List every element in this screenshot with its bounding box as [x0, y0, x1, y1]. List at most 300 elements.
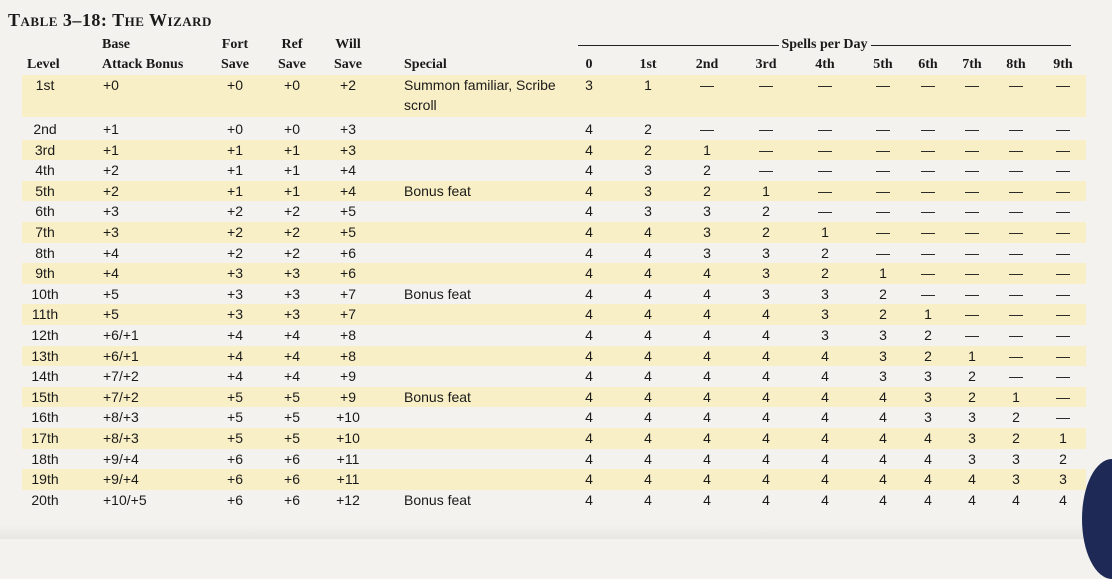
cell-spells: 4 — [585, 450, 593, 467]
cell-spells: 2 — [924, 327, 932, 343]
cell-fort-save: +1 — [227, 141, 243, 158]
cell-spells: 3 — [821, 327, 829, 343]
cell-spells: 2 — [762, 224, 770, 240]
cell-spells: — — [1056, 77, 1070, 93]
cell-spells: 3 — [1012, 471, 1020, 488]
header-ref-save: Save — [278, 57, 306, 72]
cell-spells: 4 — [762, 409, 770, 426]
cell-fort-save: +3 — [227, 285, 243, 302]
cell-fort-save: +4 — [227, 347, 243, 364]
cell-spells: 4 — [585, 162, 593, 179]
cell-spells: 2 — [1012, 430, 1020, 446]
cell-will-save: +3 — [340, 141, 356, 158]
cell-spells: — — [1009, 265, 1023, 282]
cell-spells: — — [921, 265, 935, 282]
cell-ref-save: +4 — [284, 327, 300, 343]
table-row — [22, 284, 1086, 305]
table-row — [22, 407, 1086, 428]
cell-spells: 3 — [924, 388, 932, 405]
cell-spells: — — [1056, 182, 1070, 199]
cell-spells: 3 — [1059, 471, 1067, 488]
cell-spells: 3 — [762, 265, 770, 282]
cell-spells: 4 — [703, 491, 711, 508]
cell-spells: 4 — [585, 430, 593, 446]
cell-will-save: +9 — [340, 388, 356, 405]
cell-attack-bonus: +8/+3 — [103, 430, 139, 446]
cell-attack-bonus: +2 — [103, 162, 119, 179]
cell-spells: 2 — [762, 203, 770, 220]
cell-spells: — — [1009, 224, 1023, 240]
cell-spells: 2 — [879, 306, 887, 323]
cell-spells: — — [759, 141, 773, 158]
header-spell-level: 4th — [815, 57, 835, 72]
cell-fort-save: +2 — [227, 224, 243, 240]
cell-will-save: +8 — [340, 347, 356, 364]
header-spell-level: 7th — [962, 57, 982, 72]
cell-spells: — — [1009, 162, 1023, 179]
cell-spells: — — [1009, 306, 1023, 323]
cell-level: 10th — [31, 285, 59, 302]
cell-attack-bonus: +5 — [103, 306, 119, 323]
cell-spells: 4 — [644, 388, 652, 405]
cell-spells: 4 — [644, 409, 652, 426]
cell-spells: — — [876, 244, 890, 261]
cell-attack-bonus: +6/+1 — [103, 347, 139, 364]
cell-spells: 4 — [644, 285, 652, 302]
cell-will-save: +8 — [340, 327, 356, 343]
cell-spells: 2 — [1012, 409, 1020, 426]
cell-spells: 1 — [821, 224, 829, 240]
cell-spells: 4 — [968, 471, 976, 488]
cell-spells: 2 — [1059, 450, 1067, 467]
header-will-top: Will — [335, 37, 361, 52]
cell-spells: 4 — [703, 306, 711, 323]
cell-spells: — — [921, 77, 935, 93]
cell-spells: — — [1009, 347, 1023, 364]
cell-spells: — — [965, 224, 979, 240]
cell-spells: 4 — [879, 409, 887, 426]
cell-spells: 1 — [644, 77, 652, 93]
cell-spells: 3 — [924, 368, 932, 385]
cell-level: 9th — [35, 265, 55, 282]
cell-spells: 2 — [879, 285, 887, 302]
cell-spells: 3 — [968, 409, 976, 426]
cell-spells: — — [1009, 182, 1023, 199]
cell-spells: — — [876, 224, 890, 240]
cell-spells: — — [1056, 121, 1070, 137]
cell-spells: — — [921, 203, 935, 220]
cell-fort-save: +6 — [227, 491, 243, 508]
cell-spells: 3 — [703, 244, 711, 261]
cell-spells: 3 — [762, 285, 770, 302]
cell-spells: 4 — [644, 491, 652, 508]
cell-level: 16th — [31, 409, 59, 426]
cell-spells: — — [1056, 265, 1070, 282]
cell-spells: 1 — [762, 182, 770, 199]
cell-spells: 4 — [644, 327, 652, 343]
cell-will-save: +6 — [340, 265, 356, 282]
cell-special: Summon familiar, Scribe scroll — [404, 77, 556, 113]
cell-spells: 3 — [821, 285, 829, 302]
cell-spells: 3 — [879, 327, 887, 343]
cell-attack-bonus: +10/+5 — [103, 491, 147, 508]
cell-attack-bonus: +9/+4 — [103, 450, 139, 467]
cell-spells: 4 — [924, 491, 932, 508]
cell-spells: — — [818, 121, 832, 137]
cell-spells: 4 — [585, 327, 593, 343]
table-row — [22, 366, 1086, 387]
cell-spells: — — [965, 285, 979, 302]
header-spell-level: 8th — [1006, 57, 1026, 72]
cell-level: 19th — [31, 471, 59, 488]
cell-spells: 4 — [821, 450, 829, 467]
cell-special: Bonus feat — [404, 182, 471, 199]
table-row — [22, 469, 1086, 490]
cell-ref-save: +0 — [284, 121, 300, 137]
cell-fort-save: +1 — [227, 162, 243, 179]
table-row — [22, 387, 1086, 408]
cell-spells: 4 — [821, 347, 829, 364]
header-spell-level: 2nd — [695, 57, 719, 72]
cell-spells: 3 — [703, 203, 711, 220]
cell-level: 5th — [35, 182, 55, 199]
cell-spells: — — [818, 203, 832, 220]
header-spell-level: 3rd — [755, 57, 777, 72]
cell-spells: — — [818, 141, 832, 158]
cell-will-save: +12 — [336, 491, 360, 508]
cell-spells: — — [1009, 77, 1023, 93]
cell-spells: — — [876, 203, 890, 220]
cell-spells: — — [1009, 203, 1023, 220]
cell-spells: 4 — [644, 430, 652, 446]
cell-spells: 4 — [821, 368, 829, 385]
cell-spells: 4 — [585, 182, 593, 199]
cell-level: 14th — [31, 368, 59, 385]
cell-spells: 1 — [703, 141, 711, 158]
cell-spells: 4 — [644, 368, 652, 385]
cell-fort-save: +0 — [227, 77, 243, 93]
cell-spells: — — [921, 244, 935, 261]
cell-ref-save: +6 — [284, 491, 300, 508]
cell-spells: — — [759, 121, 773, 137]
cell-level: 18th — [31, 450, 59, 467]
cell-spells: — — [876, 77, 890, 93]
cell-spells: 4 — [821, 409, 829, 426]
cell-spells: 4 — [585, 409, 593, 426]
cell-spells: 4 — [1012, 491, 1020, 508]
table-row — [22, 428, 1086, 449]
cell-spells: 4 — [762, 368, 770, 385]
cell-spells: 4 — [585, 491, 593, 508]
cell-spells: 3 — [879, 368, 887, 385]
cell-spells: 4 — [762, 388, 770, 405]
header-ref-top: Ref — [281, 37, 303, 52]
spells-per-day-label: Spells per Day — [778, 37, 870, 53]
cell-spells: — — [921, 162, 935, 179]
cell-will-save: +4 — [340, 182, 356, 199]
cell-attack-bonus: +7/+2 — [103, 388, 139, 405]
cell-will-save: +7 — [340, 285, 356, 302]
table-row — [22, 263, 1086, 284]
header-level: Level — [27, 57, 60, 72]
cell-spells: — — [965, 77, 979, 93]
cell-level: 1st — [35, 77, 55, 93]
cell-spells: — — [1056, 409, 1070, 426]
cell-special: Bonus feat — [404, 285, 471, 302]
cell-spells: — — [876, 121, 890, 137]
cell-spells: 4 — [821, 430, 829, 446]
cell-spells: 4 — [585, 244, 593, 261]
cell-spells: — — [1056, 306, 1070, 323]
cell-will-save: +4 — [340, 162, 356, 179]
table-row — [22, 222, 1086, 243]
table-title: Table 3–18: The Wizard — [8, 10, 212, 30]
cell-ref-save: +2 — [284, 244, 300, 261]
cell-spells: 2 — [644, 121, 652, 137]
cell-fort-save: +2 — [227, 203, 243, 220]
cell-spells: 4 — [703, 388, 711, 405]
cell-attack-bonus: +2 — [103, 182, 119, 199]
cell-spells: 4 — [585, 121, 593, 137]
cell-fort-save: +5 — [227, 409, 243, 426]
cell-ref-save: +3 — [284, 285, 300, 302]
header-base: Base — [102, 37, 130, 52]
cell-level: 7th — [35, 224, 55, 240]
cell-fort-save: +5 — [227, 430, 243, 446]
cell-ref-save: +2 — [284, 203, 300, 220]
cell-ref-save: +3 — [284, 265, 300, 282]
cell-spells: 4 — [644, 471, 652, 488]
cell-spells: — — [818, 162, 832, 179]
header-fort-save: Save — [221, 57, 249, 72]
cell-ref-save: +6 — [284, 450, 300, 467]
cell-spells: 4 — [703, 471, 711, 488]
cell-ref-save: +5 — [284, 430, 300, 446]
cell-spells: 1 — [1059, 430, 1067, 446]
cell-spells: — — [1056, 347, 1070, 364]
cell-will-save: +6 — [340, 244, 356, 261]
cell-will-save: +5 — [340, 224, 356, 240]
cell-spells: 2 — [703, 182, 711, 199]
cell-spells: 4 — [585, 265, 593, 282]
cell-spells: 4 — [821, 388, 829, 405]
cell-spells: 3 — [879, 347, 887, 364]
table-row — [22, 75, 1086, 117]
cell-level: 20th — [31, 491, 59, 508]
cell-special: Bonus feat — [404, 491, 471, 508]
cell-spells: 4 — [644, 265, 652, 282]
header-will-save: Save — [334, 57, 362, 72]
cell-fort-save: +4 — [227, 327, 243, 343]
cell-attack-bonus: +5 — [103, 285, 119, 302]
cell-fort-save: +5 — [227, 388, 243, 405]
cell-fort-save: +2 — [227, 244, 243, 261]
cell-spells: 2 — [968, 388, 976, 405]
table-row — [22, 449, 1086, 470]
cell-spells: — — [876, 182, 890, 199]
header-attack-bonus: Attack Bonus — [102, 57, 184, 72]
cell-attack-bonus: +8/+3 — [103, 409, 139, 426]
cell-spells: 4 — [644, 450, 652, 467]
cell-spells: — — [1056, 244, 1070, 261]
cell-spells: 4 — [879, 450, 887, 467]
cell-spells: — — [700, 77, 714, 93]
cell-spells: 4 — [585, 203, 593, 220]
cell-will-save: +7 — [340, 306, 356, 323]
cell-spells: 2 — [821, 265, 829, 282]
cell-attack-bonus: +4 — [103, 265, 119, 282]
cell-spells: 3 — [821, 306, 829, 323]
cell-ref-save: +6 — [284, 471, 300, 488]
cell-spells: — — [1009, 368, 1023, 385]
cell-ref-save: +4 — [284, 347, 300, 364]
cell-fort-save: +6 — [227, 450, 243, 467]
cell-spells: — — [921, 224, 935, 240]
cell-level: 13th — [31, 347, 59, 364]
cell-fort-save: +6 — [227, 471, 243, 488]
page-edge — [0, 525, 1112, 539]
cell-spells: 4 — [924, 450, 932, 467]
cell-spells: 3 — [1012, 450, 1020, 467]
cell-spells: 4 — [585, 471, 593, 488]
cell-spells: 4 — [879, 491, 887, 508]
header-spell-level: 5th — [873, 57, 893, 72]
cell-spells: 4 — [703, 430, 711, 446]
cell-spells: 4 — [585, 388, 593, 405]
cell-spells: 4 — [762, 327, 770, 343]
cell-spells: 1 — [879, 265, 887, 282]
table-row — [22, 140, 1086, 161]
cell-spells: — — [965, 244, 979, 261]
cell-spells: 4 — [644, 244, 652, 261]
cell-spells: 2 — [703, 162, 711, 179]
table-row — [22, 325, 1086, 346]
cell-will-save: +5 — [340, 203, 356, 220]
cell-spells: 4 — [924, 430, 932, 446]
cell-attack-bonus: +3 — [103, 224, 119, 240]
cell-attack-bonus: +7/+2 — [103, 368, 139, 385]
cell-attack-bonus: +4 — [103, 244, 119, 261]
cell-spells: — — [1056, 224, 1070, 240]
cell-spells: — — [1009, 121, 1023, 137]
cell-spells: — — [965, 306, 979, 323]
cell-level: 4th — [35, 162, 55, 179]
cell-ref-save: +5 — [284, 388, 300, 405]
cell-spells: — — [965, 203, 979, 220]
cell-spells: 4 — [585, 306, 593, 323]
table-row — [22, 201, 1086, 222]
cell-spells: — — [1009, 327, 1023, 343]
cell-spells: 3 — [644, 162, 652, 179]
cell-spells: 2 — [821, 244, 829, 261]
cell-spells: — — [965, 182, 979, 199]
cell-spells: 4 — [644, 306, 652, 323]
cell-spells: 4 — [879, 388, 887, 405]
cell-spells: — — [1056, 285, 1070, 302]
cell-spells: 1 — [1012, 388, 1020, 405]
cell-attack-bonus: +1 — [103, 121, 119, 137]
cell-spells: 3 — [644, 203, 652, 220]
cell-spells: 4 — [762, 347, 770, 364]
cell-will-save: +10 — [336, 409, 360, 426]
cell-spells: 3 — [762, 244, 770, 261]
table-row — [22, 243, 1086, 264]
cell-spells: 4 — [703, 327, 711, 343]
header-special: Special — [404, 57, 447, 72]
cell-will-save: +2 — [340, 77, 356, 93]
cell-spells: 4 — [1059, 491, 1067, 508]
cell-attack-bonus: +6/+1 — [103, 327, 139, 343]
cell-special: Bonus feat — [404, 388, 471, 405]
cell-level: 12th — [31, 327, 59, 343]
cell-will-save: +3 — [340, 121, 356, 137]
cell-spells: — — [921, 285, 935, 302]
cell-spells: 4 — [703, 368, 711, 385]
cell-attack-bonus: +0 — [103, 77, 119, 93]
cell-spells: 4 — [968, 491, 976, 508]
cell-spells: — — [921, 121, 935, 137]
cell-spells: 4 — [879, 471, 887, 488]
cell-ref-save: +0 — [284, 77, 300, 93]
cell-spells: 4 — [703, 409, 711, 426]
cell-will-save: +11 — [336, 450, 360, 467]
table-row — [22, 119, 1086, 140]
table-row — [22, 304, 1086, 325]
cell-spells: — — [965, 327, 979, 343]
cell-spells: — — [921, 141, 935, 158]
cell-level: 8th — [35, 244, 55, 261]
cell-spells: — — [700, 121, 714, 137]
spells-per-day-banner — [578, 37, 1071, 53]
table-row — [22, 346, 1086, 367]
cell-spells: 4 — [585, 141, 593, 158]
cell-spells: 3 — [968, 450, 976, 467]
cell-fort-save: +0 — [227, 121, 243, 137]
cell-fort-save: +3 — [227, 265, 243, 282]
cell-spells: 4 — [762, 471, 770, 488]
cell-ref-save: +1 — [284, 162, 300, 179]
cell-spells: — — [1056, 368, 1070, 385]
cell-level: 17th — [31, 430, 59, 446]
cell-spells: 3 — [644, 182, 652, 199]
cell-spells: 3 — [924, 409, 932, 426]
cell-will-save: +9 — [340, 368, 356, 385]
header-spell-level: 0 — [585, 57, 593, 72]
cell-ref-save: +2 — [284, 224, 300, 240]
cell-spells: — — [759, 162, 773, 179]
cell-spells: — — [965, 265, 979, 282]
cell-spells: 4 — [924, 471, 932, 488]
cell-spells: 2 — [924, 347, 932, 364]
cell-spells: — — [1056, 327, 1070, 343]
table-row — [22, 160, 1086, 181]
cell-fort-save: +3 — [227, 306, 243, 323]
cell-level: 2nd — [33, 121, 57, 137]
header-spell-level: 1st — [639, 57, 657, 72]
cell-attack-bonus: +1 — [103, 141, 119, 158]
cell-ref-save: +5 — [284, 409, 300, 426]
table-row — [22, 181, 1086, 202]
cell-spells: 4 — [644, 224, 652, 240]
cell-spells: — — [965, 162, 979, 179]
cell-spells: — — [1009, 141, 1023, 158]
cell-spells: — — [921, 182, 935, 199]
cell-attack-bonus: +9/+4 — [103, 471, 139, 488]
cell-level: 3rd — [34, 141, 56, 158]
cell-spells: 4 — [703, 347, 711, 364]
cell-spells: 4 — [762, 306, 770, 323]
cell-spells: — — [965, 121, 979, 137]
